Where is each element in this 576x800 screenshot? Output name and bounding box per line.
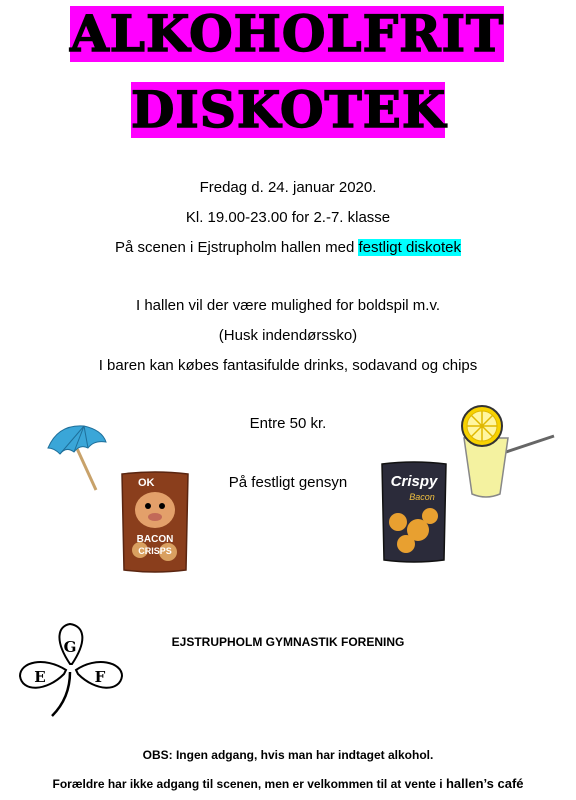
logo-letter-g: G [63,638,77,656]
event-venue [0,238,576,258]
event-bar: I baren kan købes fantasifulde drinks, sodavand og chips [98,357,478,374]
alcohol-warning: OBS: Ingen adgang, hvis man har indtaget alkohol. [142,748,434,762]
event-date: Fredag d. 24. januar 2020. [199,179,377,196]
venue-highlight: festligt diskotek [358,239,461,256]
chips-bag-icon [118,470,192,574]
parents-note-text: Forældre har ikke adgang til scenen, men er velkommen til at vente i [52,777,446,791]
title-line-2: DISKOTEK [131,80,447,139]
lemonade-glass-icon [458,402,558,502]
venue-text: På scenen i Ejstrupholm hallen med [114,239,359,256]
event-entry-price: Entre 50 kr. [249,415,327,432]
organization-name: EJSTRUPHOLM GYMNASTIK FORENING [171,635,405,649]
event-farewell: På festligt gensyn [228,474,348,491]
chips-bag-2-label: Bacon [409,492,435,502]
chips-bag-2-brand: Crispy [390,473,438,490]
parents-note [0,774,576,794]
event-shoes-note: (Husk indendørssko) [218,327,358,344]
logo-letter-f: F [94,668,106,686]
logo-letter-e: E [34,668,46,686]
chips-bag-1-label-1: BACON [136,534,174,545]
umbrella-icon [44,420,114,495]
chips-bag-1-label-2: CRISPS [138,546,172,556]
chips-bag-icon-2 [378,460,450,564]
title-line-1: ALKOHOLFRIT [70,4,505,63]
chips-bag-1-brand: OK [138,477,155,489]
event-sports: I hallen vil der være mulighed for boldspil m.v. [135,297,441,314]
event-time: Kl. 19.00-23.00 for 2.-7. klasse [185,209,391,226]
parents-note-cafe: hallen’s café [445,776,524,791]
